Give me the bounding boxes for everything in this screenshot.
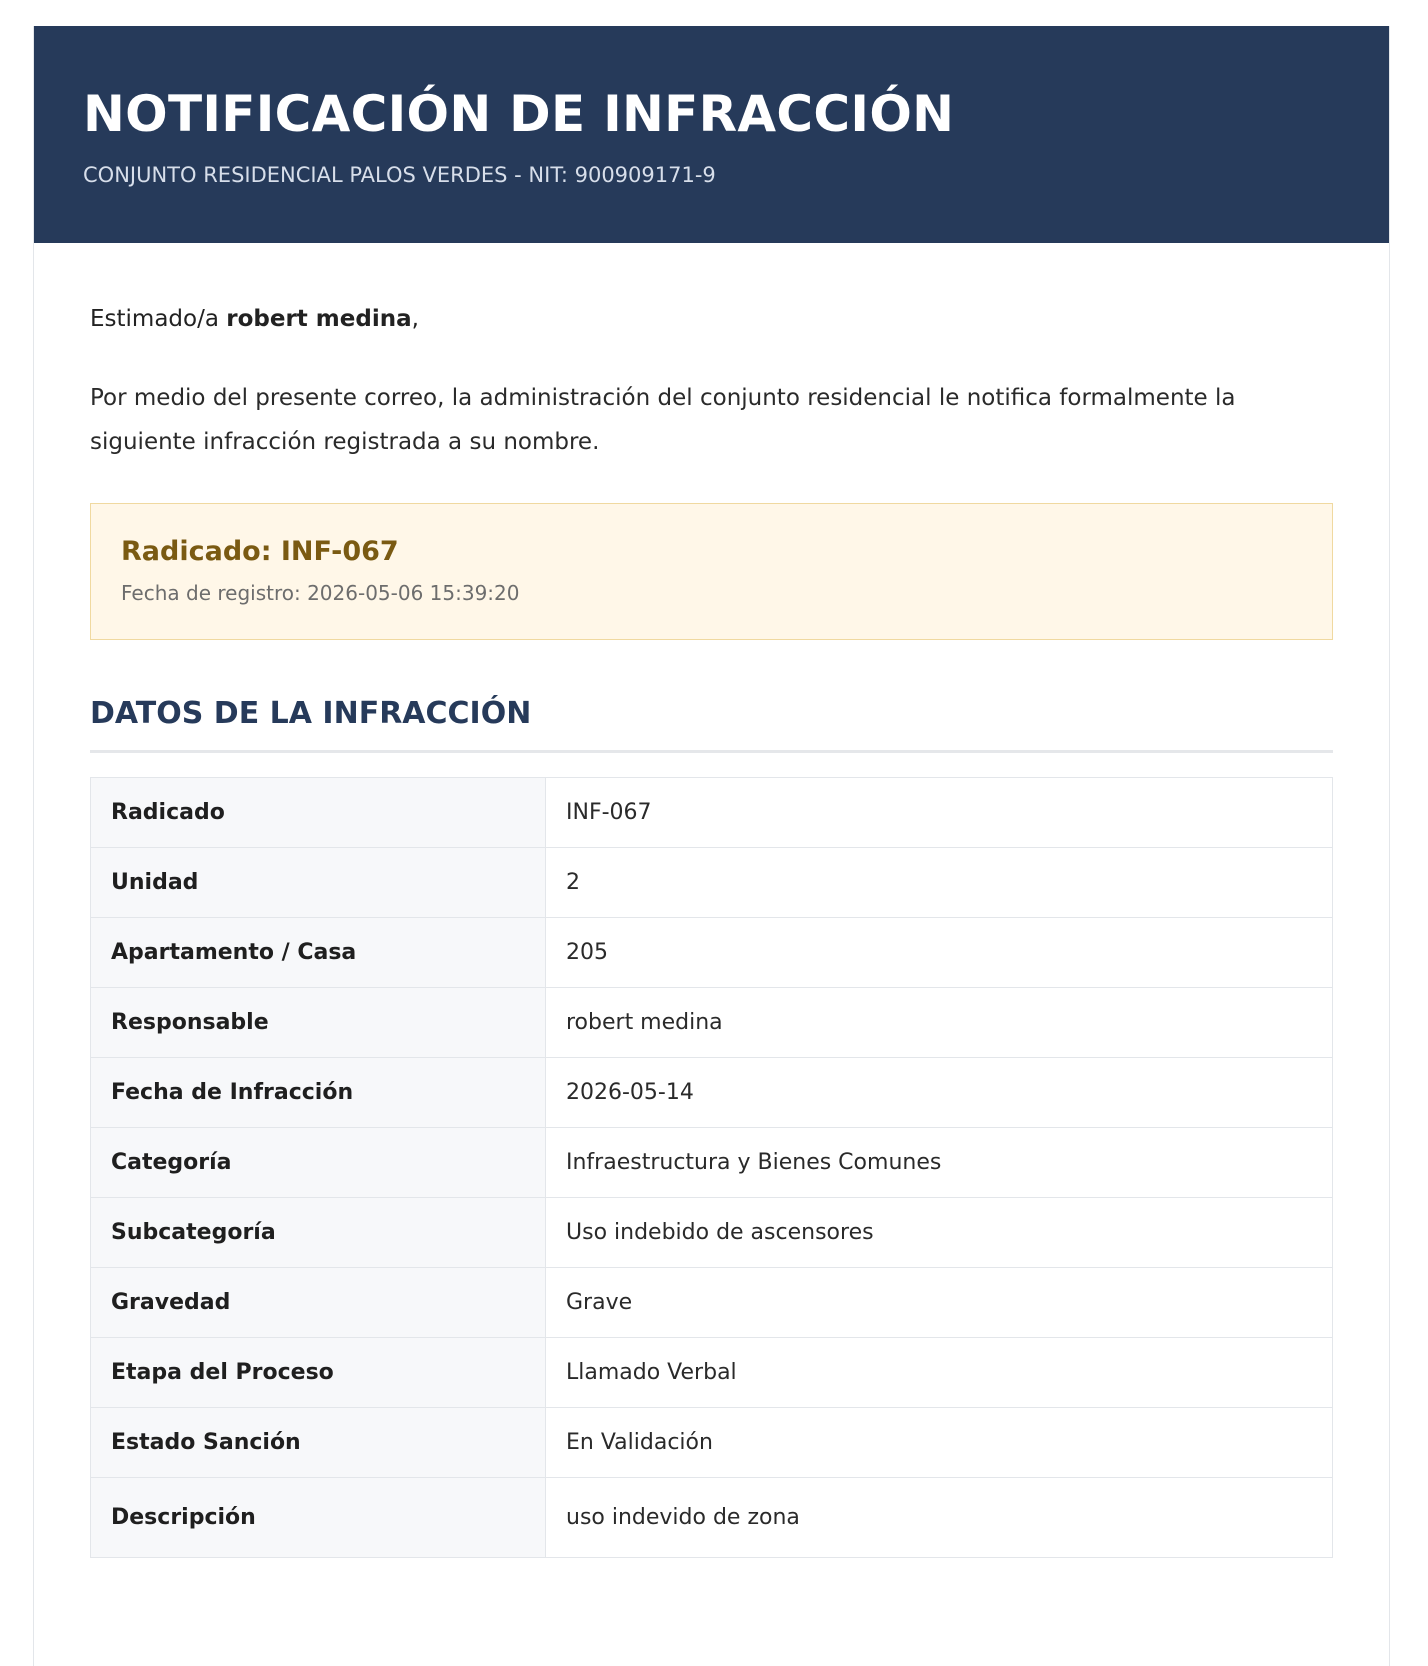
row-value: 2 [546,847,1333,917]
table-row [91,1057,1333,1127]
row-label: Fecha de Infracción [91,1057,546,1127]
row-label: Apartamento / Casa [91,917,546,987]
row-value: Uso indebido de ascensores [546,1197,1333,1267]
row-value: 2026-05-14 [546,1057,1333,1127]
row-label: Estado Sanción [91,1407,546,1477]
radicado-highlight-box [90,503,1333,640]
row-value: INF-067 [546,777,1333,847]
greeting-prefix: Estimado/a [90,306,227,332]
table-row [91,847,1333,917]
row-label: Responsable [91,987,546,1057]
row-value: Infraestructura y Bienes Comunes [546,1127,1333,1197]
notification-header [34,26,1389,243]
table-row [91,1337,1333,1407]
table-row [91,1197,1333,1267]
row-value: robert medina [546,987,1333,1057]
table-row [91,1267,1333,1337]
row-label: Unidad [91,847,546,917]
email-content [34,243,1389,1558]
recipient-name: robert medina [226,306,412,332]
row-value: En Validación [546,1407,1333,1477]
section-title: DATOS DE LA INFRACCIÓN [90,696,1333,753]
row-value: 205 [546,917,1333,987]
table-row [91,1127,1333,1197]
email-card [33,26,1390,1666]
row-label: Radicado [91,777,546,847]
table-row [91,777,1333,847]
header-title: NOTIFICACIÓN DE INFRACCIÓN [83,85,955,143]
row-label: Gravedad [91,1267,546,1337]
table-row [91,987,1333,1057]
table-row [91,1407,1333,1477]
header-subtitle: CONJUNTO RESIDENCIAL PALOS VERDES - NIT: 900909171-9 [83,163,716,187]
row-label: Descripción [91,1477,546,1557]
intro-paragraph: Por medio del presente correo, la administración del conjunto residencial le notifica formalmente la siguiente infracción registrada a su nombre. [90,385,1236,455]
row-value: uso indevido de zona [546,1477,1333,1557]
row-value: Grave [546,1267,1333,1337]
greeting-suffix: , [411,306,419,332]
table-row [91,1477,1333,1557]
row-value: Llamado Verbal [546,1337,1333,1407]
greeting [90,303,1333,335]
row-label: Categoría [91,1127,546,1197]
table-row [91,917,1333,987]
infraction-details-table [90,777,1333,1558]
row-label: Subcategoría [91,1197,546,1267]
radicado-title: Radicado: INF-067 [121,535,399,567]
registration-date: Fecha de registro: 2026-05-06 15:39:20 [121,580,520,605]
row-label: Etapa del Proceso [91,1337,546,1407]
